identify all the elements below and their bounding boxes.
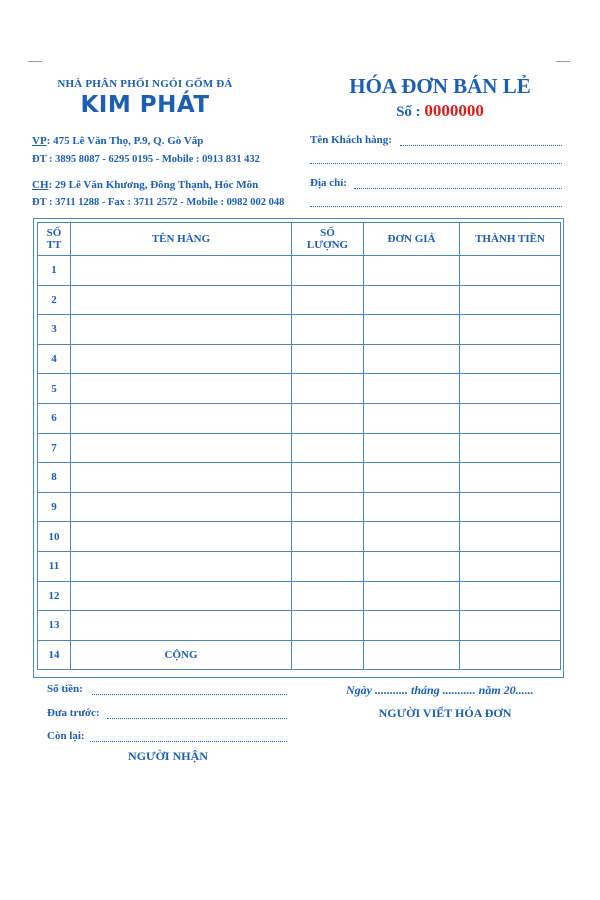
receiver-signature-label: NGƯỜI NHẬN bbox=[128, 749, 208, 763]
customer-label: Tên Khách hàng: bbox=[310, 134, 392, 146]
qty-cell[interactable] bbox=[292, 611, 364, 641]
item-cell[interactable] bbox=[71, 581, 292, 611]
amount-cell[interactable] bbox=[460, 256, 561, 286]
price-cell[interactable] bbox=[364, 315, 460, 345]
qty-cell[interactable] bbox=[292, 522, 364, 552]
branch-address bbox=[32, 179, 258, 191]
row-number: 9 bbox=[38, 492, 71, 522]
item-cell[interactable] bbox=[71, 315, 292, 345]
item-cell[interactable] bbox=[71, 551, 292, 581]
price-cell[interactable] bbox=[364, 611, 460, 641]
branch-prefix: CH bbox=[32, 179, 49, 191]
total-qty-cell[interactable] bbox=[292, 640, 364, 670]
price-cell[interactable] bbox=[364, 581, 460, 611]
price-cell[interactable] bbox=[364, 256, 460, 286]
prepaid-label: Đưa trước: bbox=[47, 707, 100, 719]
item-cell[interactable] bbox=[71, 285, 292, 315]
table-row bbox=[38, 344, 561, 374]
writer-signature-label: NGƯỜI VIẾT HÓA ĐƠN bbox=[378, 706, 512, 720]
table-row bbox=[38, 522, 561, 552]
amount-cell[interactable] bbox=[460, 374, 561, 404]
qty-cell[interactable] bbox=[292, 581, 364, 611]
item-cell[interactable] bbox=[71, 374, 292, 404]
header-qty-line2: LƯỢNG bbox=[306, 239, 349, 251]
table-row bbox=[38, 463, 561, 493]
amount-field[interactable] bbox=[92, 694, 287, 695]
qty-cell[interactable] bbox=[292, 285, 364, 315]
row-number: 7 bbox=[38, 433, 71, 463]
item-cell[interactable] bbox=[71, 256, 292, 286]
table-header-row bbox=[38, 223, 561, 256]
item-cell[interactable] bbox=[71, 433, 292, 463]
row-number: 6 bbox=[38, 403, 71, 433]
item-cell[interactable] bbox=[71, 463, 292, 493]
office-address-text: : 475 Lê Văn Thọ, P.9, Q. Gò Vấp bbox=[46, 135, 204, 147]
crop-mark-left bbox=[28, 61, 42, 62]
remaining-label: Còn lại: bbox=[47, 730, 85, 742]
row-number: 8 bbox=[38, 463, 71, 493]
table-row bbox=[38, 611, 561, 641]
table-row bbox=[38, 315, 561, 345]
header-item: TÊN HÀNG bbox=[71, 223, 292, 256]
table-row bbox=[38, 433, 561, 463]
price-cell[interactable] bbox=[364, 551, 460, 581]
table-row bbox=[38, 492, 561, 522]
row-number: 4 bbox=[38, 344, 71, 374]
amount-cell[interactable] bbox=[460, 492, 561, 522]
item-cell[interactable] bbox=[71, 492, 292, 522]
table-row bbox=[38, 640, 561, 670]
item-cell[interactable] bbox=[71, 522, 292, 552]
item-cell[interactable] bbox=[71, 403, 292, 433]
table-row bbox=[38, 403, 561, 433]
office-prefix: VP bbox=[32, 135, 47, 147]
table-row bbox=[38, 256, 561, 286]
branch-address-text: : 29 Lê Văn Khương, Đông Thạnh, Hóc Môn bbox=[48, 179, 259, 191]
office-phone: ĐT : 3895 8087 - 6295 0195 - Mobile : 0913 831 432 bbox=[32, 154, 260, 165]
row-number: 14 bbox=[38, 640, 71, 670]
row-number: 12 bbox=[38, 581, 71, 611]
remaining-field[interactable] bbox=[90, 741, 287, 742]
price-cell[interactable] bbox=[364, 344, 460, 374]
row-number: 3 bbox=[38, 315, 71, 345]
date-line[interactable]: Ngày ........... tháng ........... năm 20...... bbox=[346, 683, 534, 697]
qty-cell[interactable] bbox=[292, 374, 364, 404]
price-cell[interactable] bbox=[364, 492, 460, 522]
row-number: 10 bbox=[38, 522, 71, 552]
invoice-number-label: Số : bbox=[396, 104, 421, 120]
header-stt-line1: SỐ bbox=[46, 227, 62, 239]
items-table bbox=[37, 222, 561, 670]
qty-cell[interactable] bbox=[292, 463, 364, 493]
qty-cell[interactable] bbox=[292, 315, 364, 345]
prepaid-field[interactable] bbox=[107, 718, 287, 719]
row-number: 13 bbox=[38, 611, 71, 641]
price-cell[interactable] bbox=[364, 463, 460, 493]
header-amount: THÀNH TIỀN bbox=[460, 223, 561, 256]
amount-cell[interactable] bbox=[460, 344, 561, 374]
total-label: CỘNG bbox=[71, 640, 292, 670]
qty-cell[interactable] bbox=[292, 433, 364, 463]
qty-cell[interactable] bbox=[292, 403, 364, 433]
row-number: 11 bbox=[38, 551, 71, 581]
header-price: ĐƠN GIÁ bbox=[364, 223, 460, 256]
branch-phone: ĐT : 3711 1288 - Fax : 3711 2572 - Mobile : 0982 002 048 bbox=[32, 197, 285, 208]
address-label: Địa chỉ: bbox=[310, 177, 347, 189]
crop-mark-right bbox=[556, 61, 570, 62]
invoice-number-value: 0000000 bbox=[424, 101, 484, 120]
header-qty bbox=[292, 223, 364, 256]
table-row bbox=[38, 285, 561, 315]
amount-cell[interactable] bbox=[460, 433, 561, 463]
customer-name-field-line2[interactable] bbox=[310, 163, 562, 164]
total-amount-cell[interactable] bbox=[460, 640, 561, 670]
invoice-title: HÓA ĐƠN BÁN LẺ bbox=[349, 74, 531, 98]
amount-cell[interactable] bbox=[460, 522, 561, 552]
amount-cell[interactable] bbox=[460, 463, 561, 493]
amount-cell[interactable] bbox=[460, 315, 561, 345]
header-stt bbox=[38, 223, 71, 256]
qty-cell[interactable] bbox=[292, 256, 364, 286]
header-qty-line1: SỐ bbox=[320, 227, 335, 239]
item-cell[interactable] bbox=[71, 344, 292, 374]
amount-cell[interactable] bbox=[460, 403, 561, 433]
row-number: 5 bbox=[38, 374, 71, 404]
company-subtitle: NHÀ PHÂN PHỐI NGÓI GỐM ĐÁ bbox=[57, 78, 233, 90]
customer-name-field[interactable] bbox=[400, 145, 562, 146]
price-cell[interactable] bbox=[364, 285, 460, 315]
table-row bbox=[38, 374, 561, 404]
qty-cell[interactable] bbox=[292, 551, 364, 581]
amount-label: Số tiền: bbox=[47, 683, 83, 695]
address-field-line2[interactable] bbox=[310, 206, 562, 207]
office-address bbox=[32, 135, 203, 147]
company-name: KIM PHÁT bbox=[80, 92, 210, 118]
address-field[interactable] bbox=[354, 188, 562, 189]
invoice-number bbox=[310, 101, 570, 121]
header-stt-line2: TT bbox=[46, 239, 62, 251]
row-number: 1 bbox=[38, 256, 71, 286]
qty-cell[interactable] bbox=[292, 492, 364, 522]
table-row bbox=[38, 551, 561, 581]
qty-cell[interactable] bbox=[292, 344, 364, 374]
price-cell[interactable] bbox=[364, 433, 460, 463]
table-row bbox=[38, 581, 561, 611]
price-cell[interactable] bbox=[364, 374, 460, 404]
amount-cell[interactable] bbox=[460, 551, 561, 581]
price-cell[interactable] bbox=[364, 403, 460, 433]
price-cell[interactable] bbox=[364, 522, 460, 552]
amount-cell[interactable] bbox=[460, 285, 561, 315]
row-number: 2 bbox=[38, 285, 71, 315]
amount-cell[interactable] bbox=[460, 611, 561, 641]
total-price-cell[interactable] bbox=[364, 640, 460, 670]
amount-cell[interactable] bbox=[460, 581, 561, 611]
item-cell[interactable] bbox=[71, 611, 292, 641]
